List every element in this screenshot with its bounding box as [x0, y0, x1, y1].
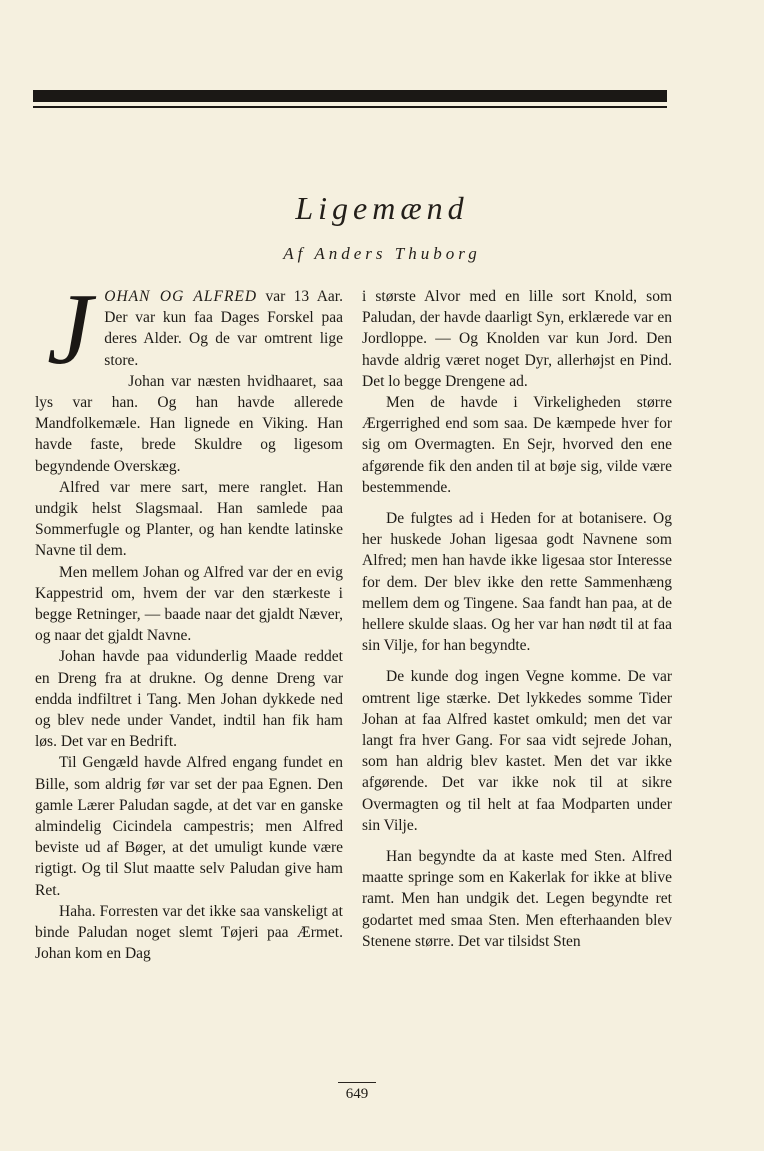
header-rule-thin — [33, 106, 667, 108]
page-number: 649 — [345, 1086, 369, 1102]
paragraph-text: var 13 Aar. Der var kun faa Dages Forskel paa deres Alder. Og de var omtrent lige store. — [104, 288, 343, 369]
header-rule-thick — [33, 90, 667, 102]
drop-cap: J — [47, 273, 93, 386]
paragraph: Alfred var mere sart, mere ranglet. Han undgik helst Slagsmaal. Han samlede paa Sommerfugle og Planter, og han kendte latinske Navne til dem. — [35, 478, 343, 560]
paragraph: i største Alvor med en lille sort Knold, som Paludan, der havde daarligt Syn, erklærede var en Jordloppe. — Og Knolden var kun Jord. Den havde aldrig været noget Dyr, allerhøjst en Pind. Det lo begge Drengene ad. — [362, 288, 672, 390]
paragraph: Men de havde i Virkeligheden større Ærgerrighed end som saa. De kæmpede hver for sig om Overmagten. En Sejr, hvorved den ene afgørende fik den anden til at bøje sig, vilde være bestemmende. — [362, 394, 672, 496]
lead-in: OHAN OG ALFRED — [104, 288, 258, 305]
paragraph — [35, 273, 343, 386]
paragraph: Men mellem Johan og Alfred var der en evig Kappestrid om, hvem der var den stærkeste i begge Retninger, — baade naar det gjaldt Næver, og naar det gjaldt Navne. — [35, 563, 343, 645]
paragraph: Johan havde paa vidunderlig Maade reddet en Dreng fra at drukne. Og denne Dreng var endda indfiltret i Tang. Men Johan dykkede ned og blev nede under Vandet, indtil han fik ham løs. Det var en Bedrift. — [35, 648, 343, 751]
author-byline: Af Anders Thuborg — [283, 244, 481, 263]
paragraph: Johan var næsten hvidhaaret, saa lys var han. Og han havde allerede Mandfolkemæle. Han lignede en Viking. Han havde faste, brede Skuldre og ligesom begyndende Overskæg. — [35, 372, 343, 475]
right-column — [362, 286, 672, 952]
paragraph: Haha. Forresten var det ikke saa vanskeligt at binde Paludan noget slemt Tøjeri paa Ærmet. Johan kom en Dag — [35, 902, 343, 963]
story-title: Ligemænd — [295, 190, 469, 226]
paragraph: Han begyndte da at kaste med Sten. Alfred maatte springe som en Kakerlak for ikke at blive ramt. Men han undgik det. Legen begyndte ret godartet med smaa Sten. Men efterhaanden blev Stenene større. Det var tilsidst Sten — [362, 848, 672, 950]
folio-rule — [338, 1082, 376, 1083]
paragraph: Til Gengæld havde Alfred engang fundet en Bille, som aldrig før var set der paa Egnen. Den gamle Lærer Paludan sagde, at det var en ganske almindelig Cicindela campestris; men Alfred beviste ud af Bøger, at det umuligt kunde være rigtigt. Og til Slut maatte selv Paludan give ham Ret. — [35, 754, 343, 899]
left-column — [35, 273, 343, 965]
paragraph: De kunde dog ingen Vegne komme. De var omtrent lige stærke. Det lykkedes somme Tider Johan at faa Alfred kastet omkuld; men det var langt fra hver Gang. For saa vidt sejrede Johan, som han aldrig blev kastet. Men det var ikke afgørende. Det var ikke nok til at sikre Overmagten og til helt at faa Modparten under sin Vilje. — [362, 668, 672, 834]
paragraph: De fulgtes ad i Heden for at botanisere. Og her huskede Johan ligesaa godt Navnene som Alfred; men han havde ikke ligesaa stor Interesse for dem. Der blev ikke den rette Sammenhæng mellem dem og Tingene. Saa fandt han paa, at de hellere skulde slaas. Og her var han nødt til at faa sin Vilje, for han begyndte. — [362, 510, 672, 655]
